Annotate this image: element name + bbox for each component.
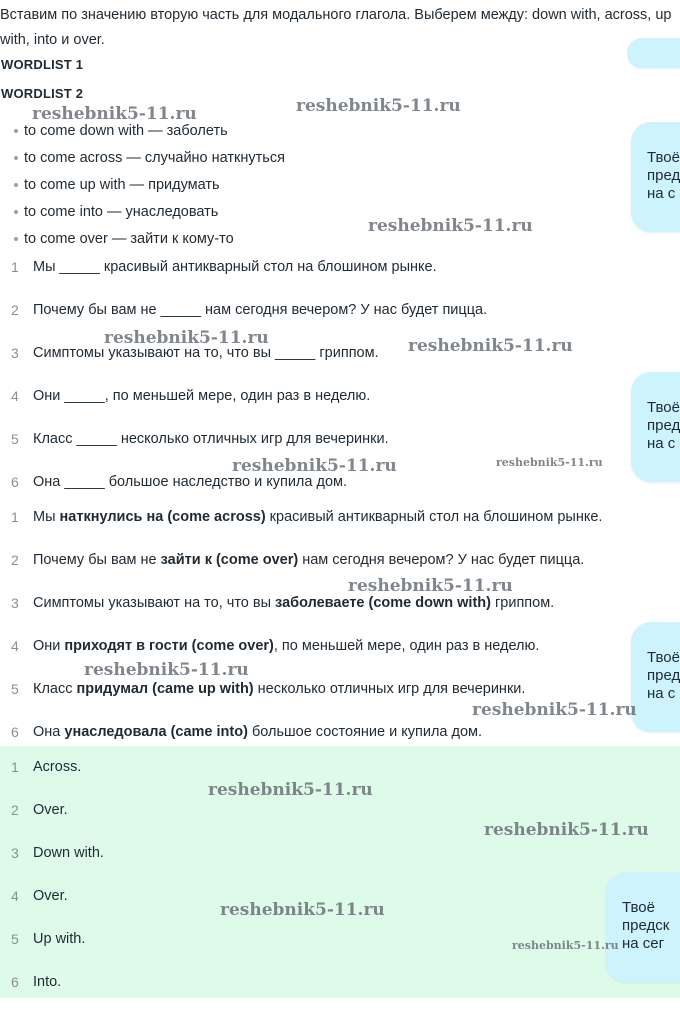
bullet-icon — [14, 129, 18, 133]
filled-text: Симптомы указывают на то, что вы заболеваете (come down with) гриппом. — [33, 595, 555, 611]
filled-number: 2 — [11, 552, 19, 568]
filled-text: Мы наткнулись на (come across) красивый антикварный стол на блошином рынке. — [33, 509, 603, 525]
chat-bubble[interactable] — [631, 372, 680, 482]
chat-bubble-top[interactable] — [627, 38, 680, 68]
answer-number: 3 — [11, 845, 19, 861]
intro-text: Вставим по значению вторую часть для модального глагола. Выберем между: down with, across, up with, into и over. — [0, 7, 672, 48]
chat-bubble-text: Твоё предск на сег — [622, 899, 670, 952]
watermark: reshebnik5-11.ru — [232, 456, 397, 476]
filled-number: 3 — [11, 595, 19, 611]
answer-number: 2 — [11, 802, 19, 818]
answer-text: Down with. — [33, 845, 104, 861]
watermark: reshebnik5-11.ru — [208, 780, 373, 800]
task-number: 1 — [11, 259, 19, 275]
watermark: reshebnik5-11.ru — [84, 660, 249, 680]
phrase-item: to come across — случайно наткнуться — [14, 146, 285, 173]
task-number: 4 — [11, 388, 19, 404]
filled-row — [0, 506, 680, 528]
bullet-icon — [14, 237, 18, 241]
wordlist-1-heading[interactable]: WORDLIST 1 — [1, 57, 84, 72]
task-row — [0, 299, 680, 321]
watermark: reshebnik5-11.ru — [220, 900, 385, 920]
watermark: reshebnik5-11.ru — [368, 216, 533, 236]
chat-bubble[interactable] — [631, 622, 680, 732]
task-number: 6 — [11, 474, 19, 490]
answer-row — [0, 799, 680, 821]
phrase-item: to come down with — заболеть — [14, 119, 285, 146]
watermark: reshebnik5-11.ru — [512, 939, 619, 952]
task-text: Класс _____ несколько отличных игр для вечеринки. — [33, 431, 389, 447]
phrase-item: to come up with — придумать — [14, 173, 285, 200]
watermark: reshebnik5-11.ru — [296, 96, 461, 116]
filled-row — [0, 678, 680, 700]
answer-row — [0, 842, 680, 864]
answer-text: Across. — [33, 759, 82, 775]
answer-text: Over. — [33, 888, 68, 904]
watermark: reshebnik5-11.ru — [32, 104, 197, 124]
wordlist-2-heading[interactable]: WORDLIST 2 — [1, 86, 84, 101]
bullet-icon — [14, 210, 18, 214]
filled-text: Класс придумал (came up with) несколько отличных игр для вечеринки. — [33, 681, 526, 697]
task-row — [0, 256, 680, 278]
task-number: 3 — [11, 345, 19, 361]
filled-text: Они приходят в гости (come over), по меньшей мере, один раз в неделю. — [33, 638, 540, 654]
filled-row — [0, 721, 680, 743]
answer-row — [0, 971, 680, 993]
answer-number: 1 — [11, 759, 19, 775]
task-text: Они _____, по меньшей мере, один раз в неделю. — [33, 388, 371, 404]
answer-text: Into. — [33, 974, 62, 990]
filled-text: Она унаследовала (came into) большое состояние и купила дом. — [33, 724, 483, 740]
chat-bubble-text: Твоё пред на с — [647, 649, 680, 702]
filled-row — [0, 635, 680, 657]
phrase-item: to come over — зайти к кому-то — [14, 227, 285, 254]
answer-number: 5 — [11, 931, 19, 947]
chat-bubble[interactable] — [631, 122, 680, 232]
task-number: 2 — [11, 302, 19, 318]
task-row — [0, 385, 680, 407]
filled-number: 6 — [11, 724, 19, 740]
phrase-list — [14, 119, 285, 254]
watermark: reshebnik5-11.ru — [472, 700, 637, 720]
filled-row — [0, 592, 680, 614]
answer-text: Up with. — [33, 931, 86, 947]
answer-text: Over. — [33, 802, 68, 818]
task-row — [0, 342, 680, 364]
chat-bubble-text: Твоё пред на с — [647, 149, 680, 202]
answer-number: 6 — [11, 974, 19, 990]
watermark: reshebnik5-11.ru — [496, 456, 603, 469]
chat-bubble-text: Твоё пред на с — [647, 399, 680, 452]
chat-bubble[interactable] — [606, 872, 680, 982]
task-row — [0, 428, 680, 450]
task-text: Почему бы вам не _____ нам сегодня вечером? У нас будет пицца. — [33, 302, 488, 318]
watermark: reshebnik5-11.ru — [348, 576, 513, 596]
answer-number: 4 — [11, 888, 19, 904]
bullet-icon — [14, 156, 18, 160]
filled-row — [0, 549, 680, 571]
task-text: Симптомы указывают на то, что вы _____ гриппом. — [33, 345, 379, 361]
task-text: Мы _____ красивый антикварный стол на блошином рынке. — [33, 259, 437, 275]
filled-number: 1 — [11, 509, 19, 525]
filled-number: 5 — [11, 681, 19, 697]
answer-row — [0, 756, 680, 778]
watermark: reshebnik5-11.ru — [104, 328, 269, 348]
filled-number: 4 — [11, 638, 19, 654]
task-number: 5 — [11, 431, 19, 447]
filled-text: Почему бы вам не зайти к (come over) нам сегодня вечером? У нас будет пицца. — [33, 552, 585, 568]
watermark: reshebnik5-11.ru — [408, 336, 573, 356]
task-text: Она _____ большое наследство и купила дом. — [33, 474, 348, 490]
phrase-item: to come into — унаследовать — [14, 200, 285, 227]
watermark: reshebnik5-11.ru — [484, 820, 649, 840]
bullet-icon — [14, 183, 18, 187]
